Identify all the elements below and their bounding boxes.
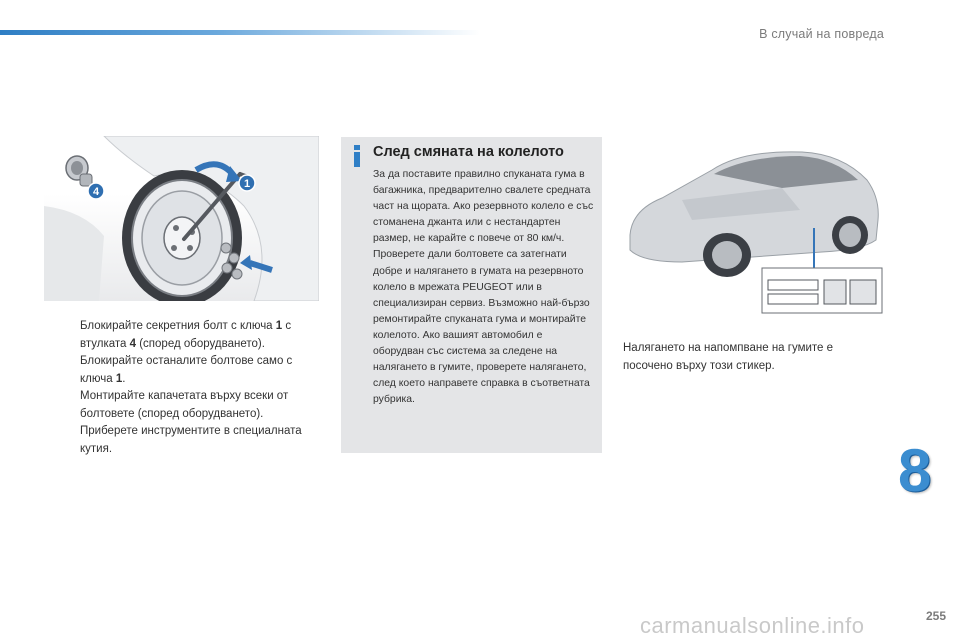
info-icon: [352, 145, 362, 167]
section-title: В случай на повреда: [759, 27, 884, 41]
info-box: [341, 137, 602, 453]
watermark: carmanualsonline.info: [640, 613, 865, 638]
sticker-caption: Налягането на напомпване на гумите е посочено върху този стикер.: [623, 342, 834, 372]
info-body: За да поставите правилно спуканата гума в багажника, предварително свалете средната част на щората. Ако резервното колело е със стоманена джанта или с нестандартен размер, не карайте с повече от 80 км/ч. Проверете дали болтовете са затегнати добре и налягането в гумата на резервното колело в мрежата PEUGEOT или в специализиран сервиз. Възможно най-бързо ремонтирайте спуканата гума и монтирайте колелото. Ако вашият автомобил е оборудван със система за следене на налягането в гумите, проверете налягането, след което направете справка в съответната рубрика.: [373, 169, 594, 406]
page-number: 255: [925, 609, 946, 623]
car-sticker-illustration: [622, 140, 884, 315]
list-item: Монтирайте капачетата върху всеки от болтовете (според оборудването).: [80, 390, 289, 420]
info-title: След смяната на колелото: [373, 144, 564, 160]
list-item: Блокирайте секретния болт с ключа 1 с втулката 4 (според оборудването).: [80, 320, 292, 350]
instruction-list: [60, 318, 322, 458]
list-item: Блокирайте останалите болтове само с ключа 1.: [80, 355, 293, 385]
header-accent-bar: [0, 30, 480, 35]
list-item: Приберете инструментите в специалната кутия.: [80, 425, 302, 455]
callout-1: 1: [243, 178, 251, 190]
chapter-number: 8: [898, 437, 931, 504]
callout-4: 4: [92, 186, 100, 198]
wheel-bolt-illustration: [44, 136, 319, 301]
